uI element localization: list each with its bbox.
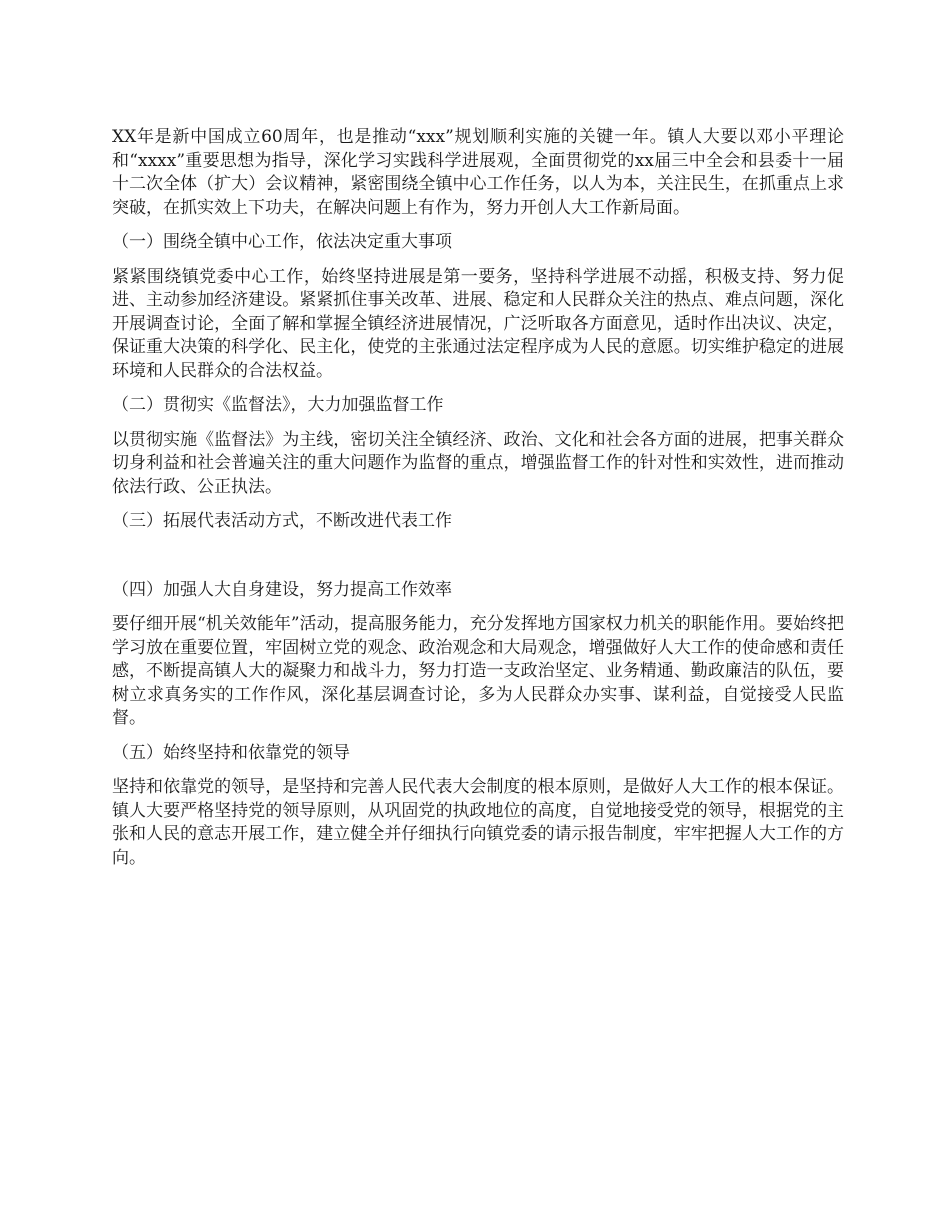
section-1-heading: （一）围绕全镇中心工作，依法决定重大事项	[112, 232, 452, 252]
intro-paragraph: XX年是新中国成立60周年，也是推动“xxx”规划顺利实施的关键一年。镇人大要以邓小平理论和“xxxx”重要思想为指导，深化学习实践科学进展观，全面贯彻党的xx届三中全会和县委十一届十二次全体（扩大）会议精神，紧密围绕全镇中心工作任务，以人为本，关注民生，在抓重点上求突破，在抓实效上下功夫，在解决问题上有作为，努力开创人大工作新局面。	[112, 127, 844, 218]
section-2-body: 以贯彻实施《监督法》为主线，密切关注全镇经济、政治、文化和社会各方面的进展，把事关群众切身利益和社会普遍关注的重大问题作为监督的重点，增强监督工作的针对性和实效性，进而推动依法行政、公正执法。	[112, 429, 844, 497]
section-4-heading: （四）加强人大自身建设，努力提高工作效率	[112, 579, 452, 600]
section-3-body-empty	[112, 545, 844, 579]
section-5-body: 坚持和依靠党的领导，是坚持和完善人民代表大会制度的根本原则，是做好人大工作的根本保证。镇人大要严格坚持党的领导原则，从巩固党的执政地位的高度，自觉地接受党的领导，根据党的主张和人民的意志开展工作，建立健全并仔细执行向镇党委的请示报告制度，牢牢把握人大工作的方向。	[112, 777, 844, 868]
document-page	[112, 126, 844, 881]
section-3-heading: （三）拓展代表活动方式，不断改进代表工作	[112, 511, 452, 531]
section-2-heading: （二）贯彻实《监督法》，大力加强监督工作	[112, 395, 444, 415]
section-5-heading: （五）始终坚持和依靠党的领导	[112, 742, 350, 763]
section-4-body: 要仔细开展“机关效能年”活动，提高服务能力，充分发挥地方国家权力机关的职能作用。要始终把学习放在重要位置，牢固树立党的观念、政治观念和大局观念，增强做好人大工作的使命感和责任感，不断提高镇人大的凝聚力和战斗力，努力打造一支政治坚定、业务精通、勤政廉洁的队伍，要树立求真务实的工作作风，深化基层调查讨论，多为人民群众办实事、谋利益，自觉接受人民监督。	[112, 614, 844, 728]
section-1-body: 紧紧围绕镇党委中心工作，始终坚持进展是第一要务，坚持科学进展不动摇，积极支持、努力促进、主动参加经济建设。紧紧抓住事关改革、进展、稳定和人民群众关注的热点、难点问题，深化开展调查讨论，全面了解和掌握全镇经济进展情况，广泛听取各方面意见，适时作出决议、决定，保证重大决策的科学化、民主化，使党的主张通过法定程序成为人民的意愿。切实维护稳定的进展环境和人民群众的合法权益。	[112, 266, 844, 381]
